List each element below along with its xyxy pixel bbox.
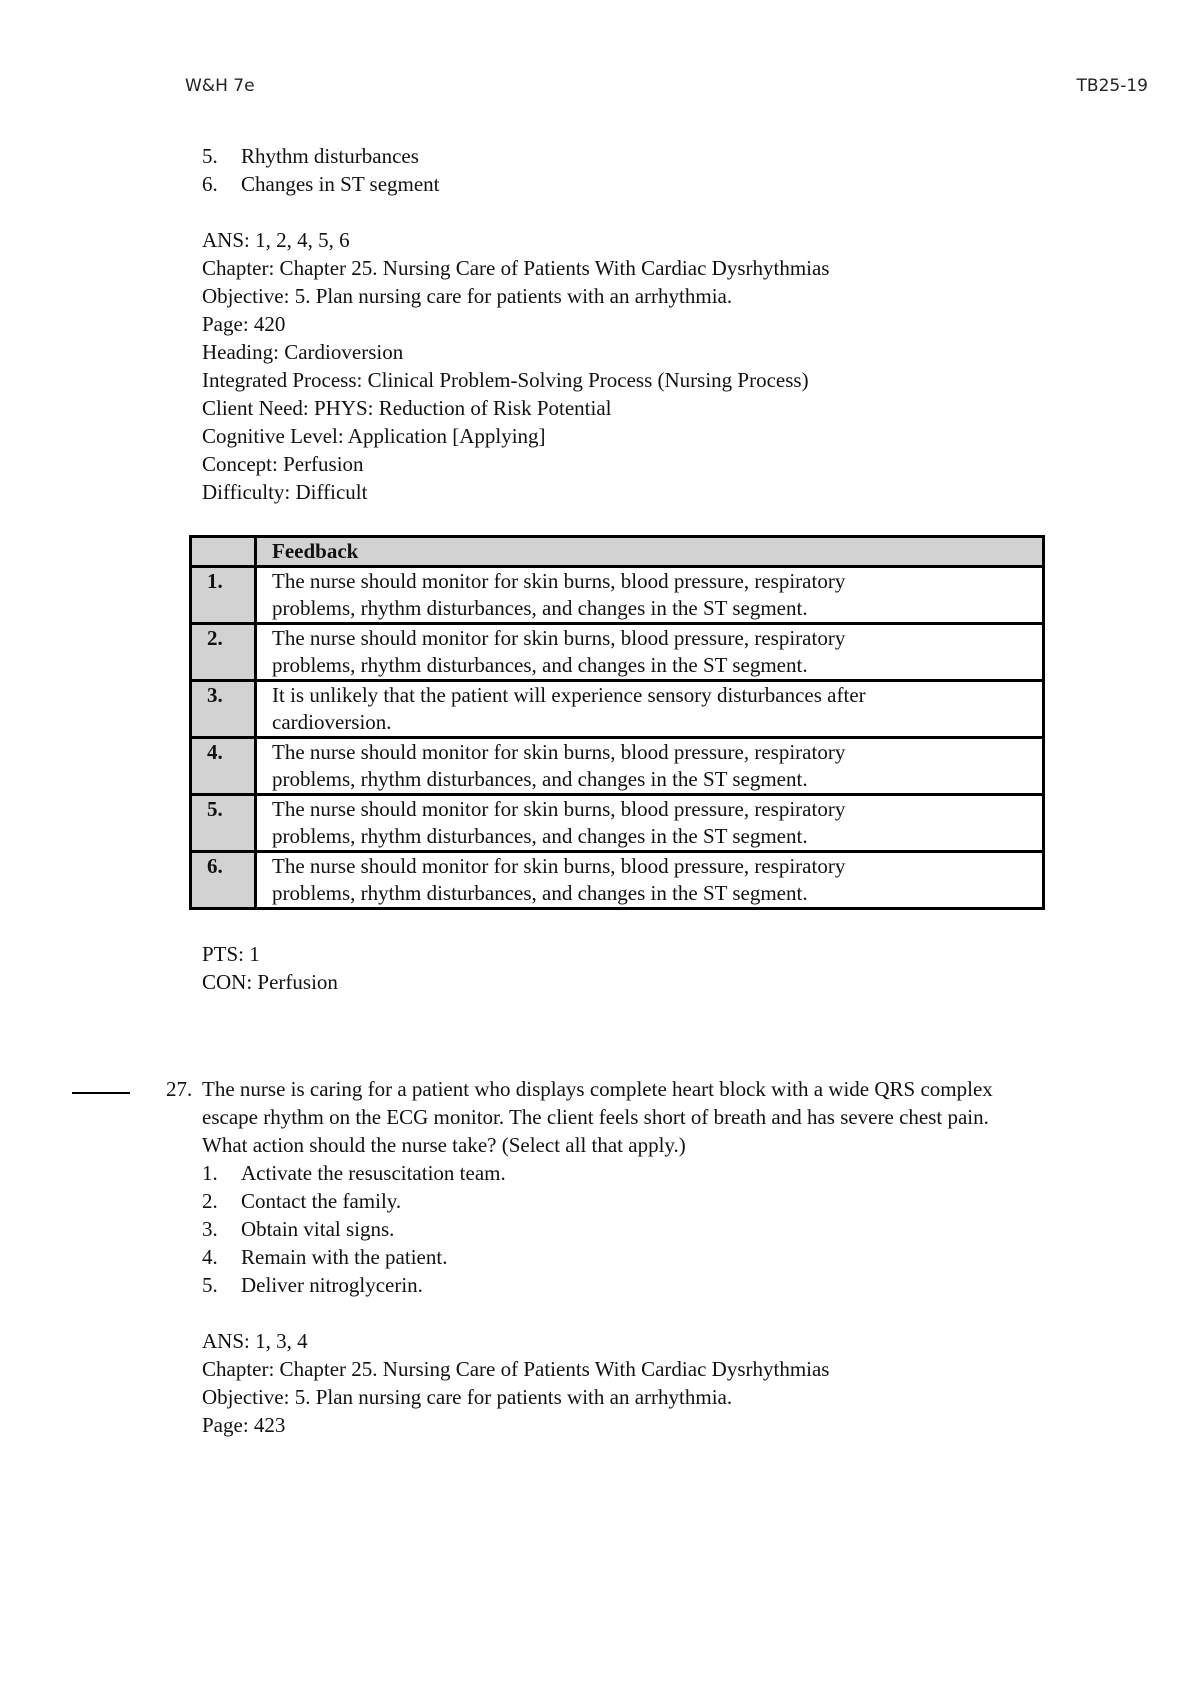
page-line: Page: 420 bbox=[202, 312, 286, 336]
option-item: 5. Rhythm disturbances bbox=[202, 144, 419, 168]
feedback-row-text: The nurse should monitor for skin burns, blood pressure, respiratory problems, rhythm disturbances, and changes in the ST segment. bbox=[256, 852, 1044, 909]
option-item: 2. Contact the family. bbox=[202, 1189, 402, 1213]
table-row bbox=[191, 795, 1044, 852]
feedback-header: Feedback bbox=[256, 537, 1044, 567]
question-stem-line: escape rhythm on the ECG monitor. The client feels short of breath and has severe chest pain. bbox=[202, 1105, 989, 1129]
difficulty-line: Difficulty: Difficult bbox=[202, 480, 368, 504]
option-item: 6. Changes in ST segment bbox=[202, 172, 440, 196]
feedback-row-text: The nurse should monitor for skin burns, blood pressure, respiratory problems, rhythm disturbances, and changes in the ST segment. bbox=[256, 795, 1044, 852]
feedback-row-num: 3. bbox=[191, 681, 256, 738]
client-need-line: Client Need: PHYS: Reduction of Risk Potential bbox=[202, 396, 612, 420]
feedback-row-num: 1. bbox=[191, 567, 256, 624]
option-item: 1. Activate the resuscitation team. bbox=[202, 1161, 506, 1185]
option-item: 3. Obtain vital signs. bbox=[202, 1217, 395, 1241]
feedback-row-text: The nurse should monitor for skin burns, blood pressure, respiratory problems, rhythm disturbances, and changes in the ST segment. bbox=[256, 738, 1044, 795]
answer-line: ANS: 1, 2, 4, 5, 6 bbox=[202, 228, 350, 252]
page-line: Page: 423 bbox=[202, 1413, 286, 1437]
con-line: CON: Perfusion bbox=[202, 970, 338, 994]
feedback-row-text: The nurse should monitor for skin burns, blood pressure, respiratory problems, rhythm disturbances, and changes in the ST segment. bbox=[256, 624, 1044, 681]
objective-line: Objective: 5. Plan nursing care for patients with an arrhythmia. bbox=[202, 1385, 733, 1409]
table-row bbox=[191, 624, 1044, 681]
prev-question-block bbox=[202, 142, 1162, 506]
concept-line: Concept: Perfusion bbox=[202, 452, 364, 476]
table-row bbox=[191, 852, 1044, 909]
answer-line: ANS: 1, 3, 4 bbox=[202, 1329, 308, 1353]
question-27-block bbox=[202, 1075, 1162, 1439]
integrated-process-line: Integrated Process: Clinical Problem-Solving Process (Nursing Process) bbox=[202, 368, 809, 392]
feedback-row-text: The nurse should monitor for skin burns, blood pressure, respiratory problems, rhythm disturbances, and changes in the ST segment. bbox=[256, 567, 1044, 624]
points-block bbox=[202, 940, 1162, 996]
heading-line: Heading: Cardioversion bbox=[202, 340, 404, 364]
option-item: 4. Remain with the patient. bbox=[202, 1245, 448, 1269]
feedback-row-num: 2. bbox=[191, 624, 256, 681]
table-row bbox=[191, 738, 1044, 795]
objective-line: Objective: 5. Plan nursing care for patients with an arrhythmia. bbox=[202, 284, 733, 308]
option-item: 5. Deliver nitroglycerin. bbox=[202, 1273, 423, 1297]
chapter-line: Chapter: Chapter 25. Nursing Care of Patients With Cardiac Dysrhythmias bbox=[202, 1357, 830, 1381]
feedback-header-num bbox=[191, 537, 256, 567]
table-row bbox=[191, 681, 1044, 738]
feedback-table bbox=[189, 535, 1045, 910]
header-left: W&H 7e bbox=[185, 76, 255, 96]
question-stem-line: What action should the nurse take? (Select all that apply.) bbox=[202, 1133, 686, 1157]
answer-blank bbox=[72, 1092, 130, 1094]
feedback-row-num: 5. bbox=[191, 795, 256, 852]
feedback-row-num: 4. bbox=[191, 738, 256, 795]
pts-line: PTS: 1 bbox=[202, 942, 260, 966]
feedback-row-num: 6. bbox=[191, 852, 256, 909]
cognitive-level-line: Cognitive Level: Application [Applying] bbox=[202, 424, 546, 448]
chapter-line: Chapter: Chapter 25. Nursing Care of Patients With Cardiac Dysrhythmias bbox=[202, 256, 830, 280]
feedback-row-text: It is unlikely that the patient will experience sensory disturbances after cardioversion. bbox=[256, 681, 1044, 738]
feedback-header-row bbox=[191, 537, 1044, 567]
header-right: TB25-19 bbox=[1076, 76, 1148, 96]
table-row bbox=[191, 567, 1044, 624]
question-stem-line: The nurse is caring for a patient who displays complete heart block with a wide QRS complex bbox=[202, 1077, 993, 1101]
question-number: 27. bbox=[166, 1077, 193, 1101]
